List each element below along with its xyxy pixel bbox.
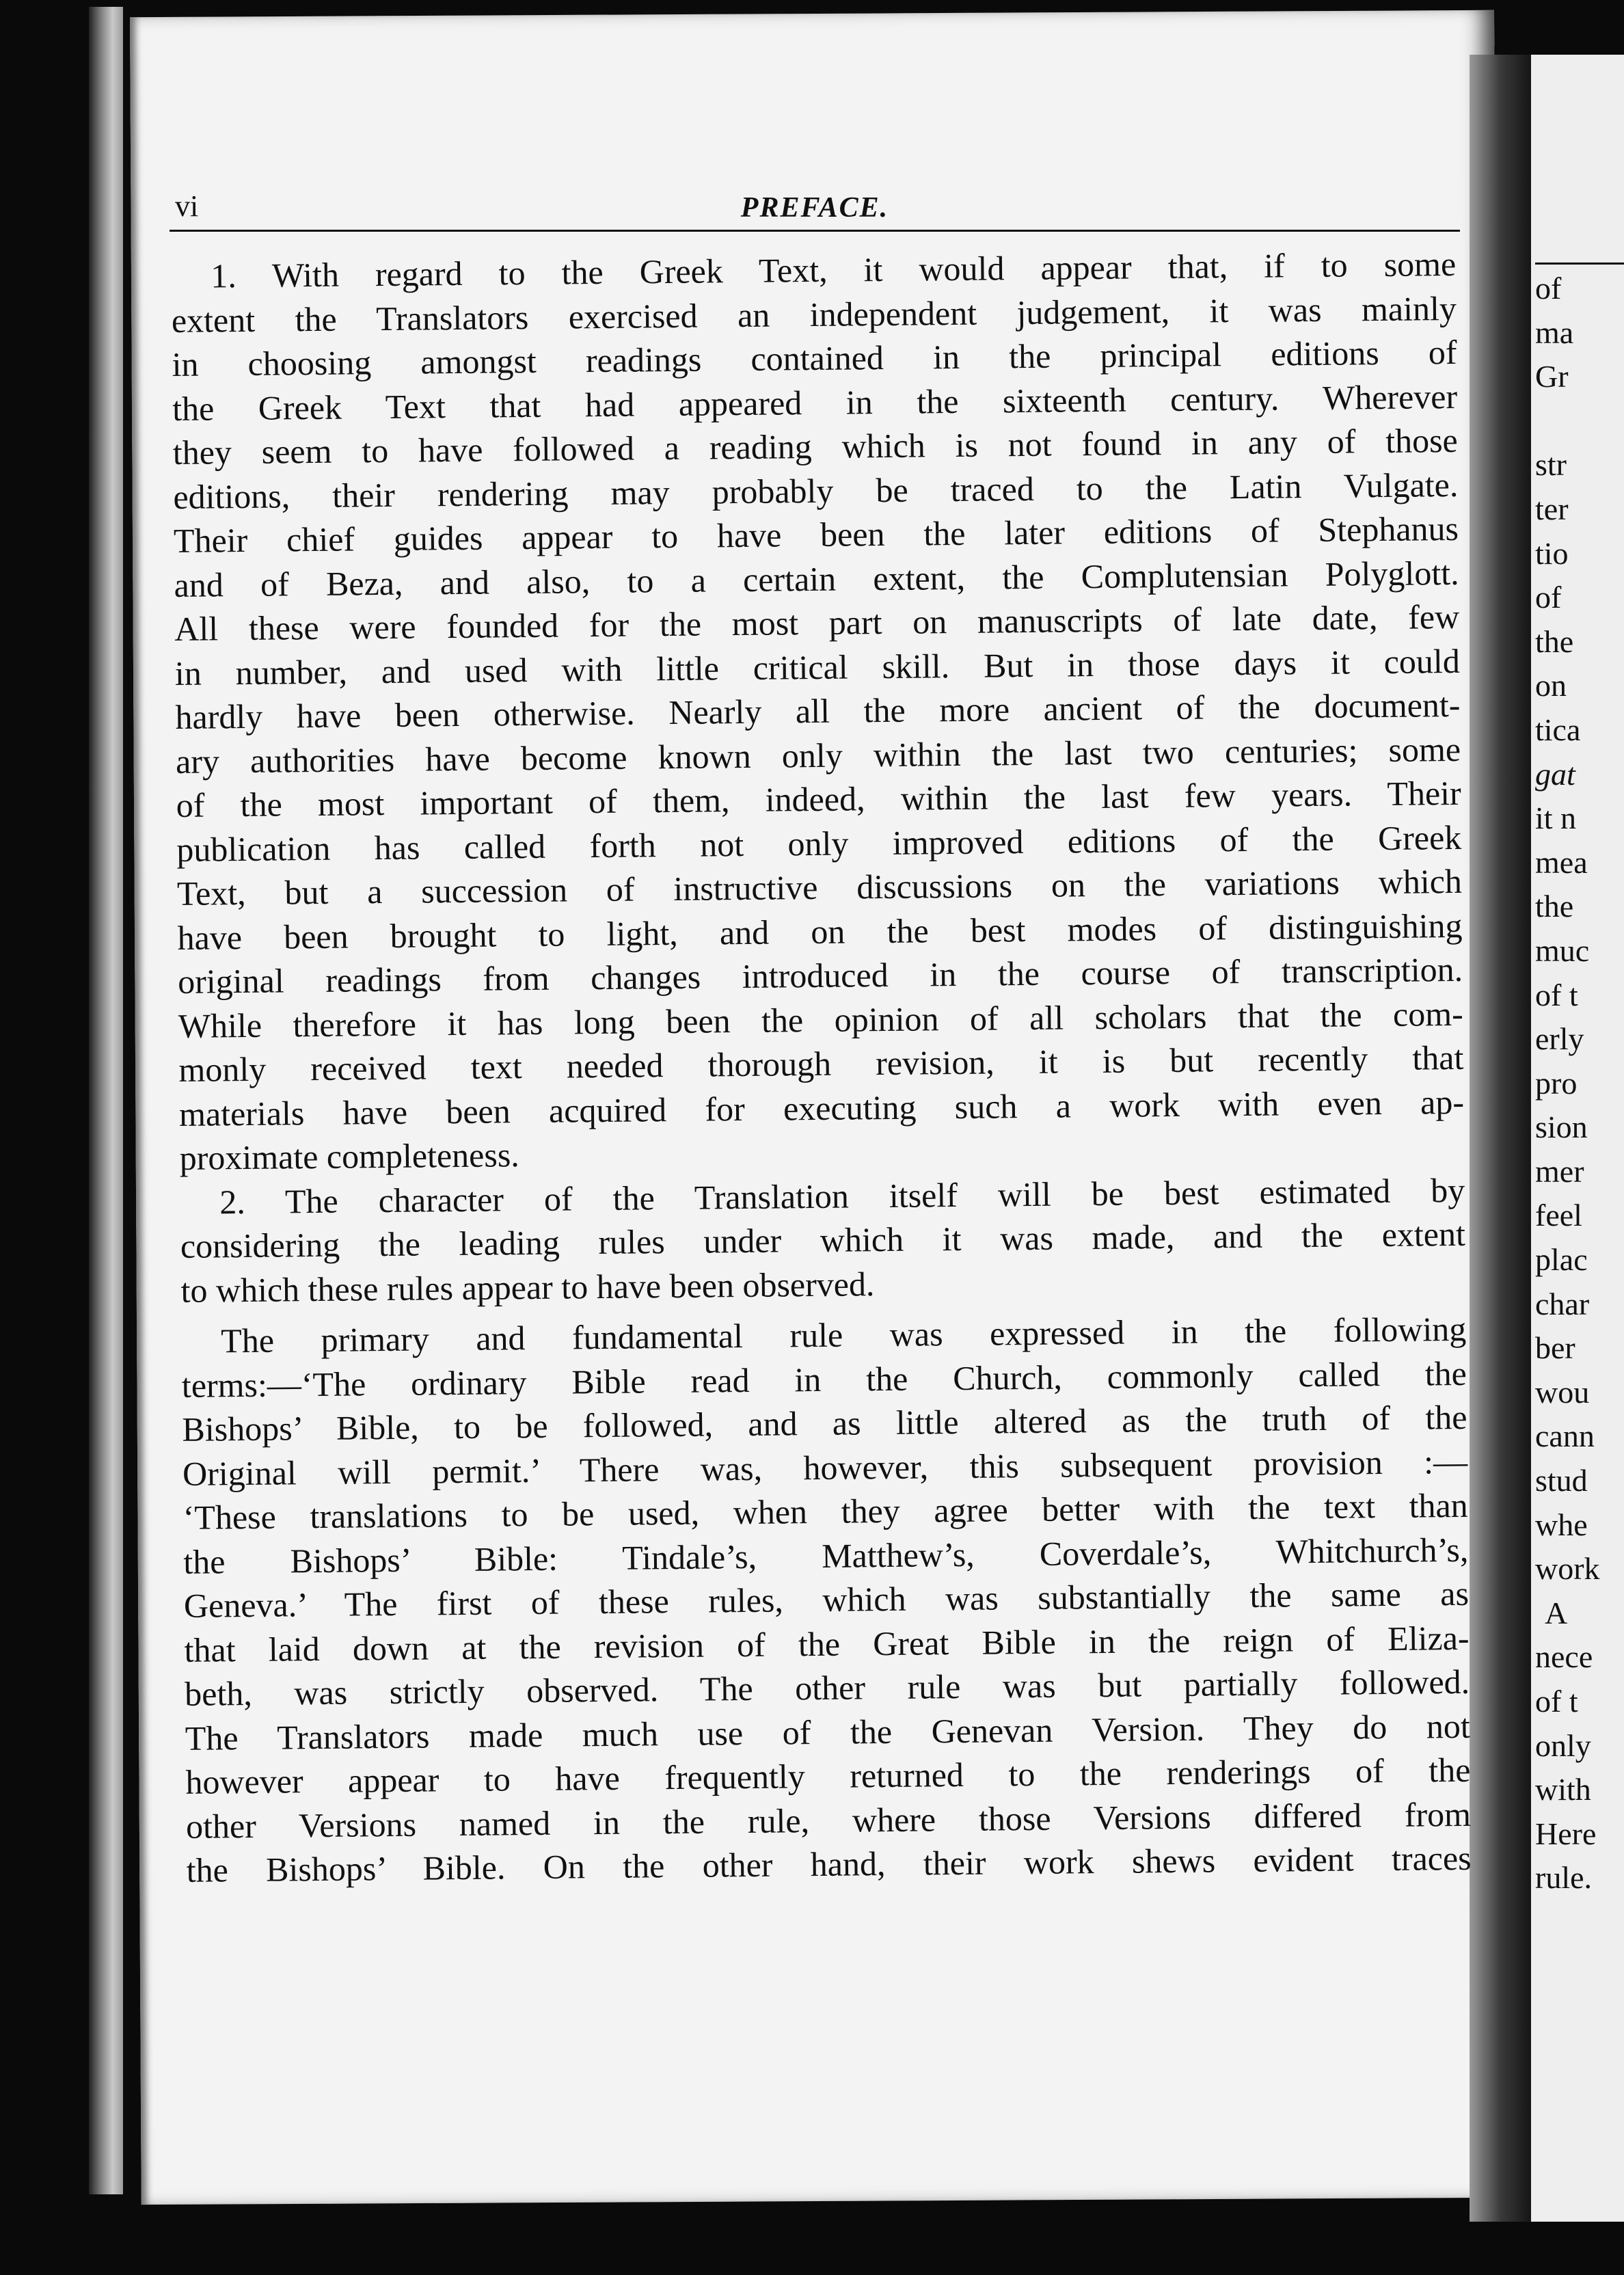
facing-line: of (1535, 580, 1562, 615)
text-line: to which these rules appear to have been observed. (180, 1264, 875, 1310)
facing-line: A (1545, 1595, 1568, 1630)
text-line: Text, but a succession of instructive discussions on the variations which (176, 861, 1463, 913)
facing-line: erly (1535, 1021, 1584, 1057)
preface-body-text (171, 242, 1472, 1892)
facing-line: plac (1535, 1242, 1588, 1278)
facing-line: with (1535, 1772, 1591, 1807)
facing-line: the (1535, 623, 1574, 659)
facing-line: mea (1535, 844, 1588, 880)
facing-line: on (1535, 668, 1567, 703)
facing-line: of t (1535, 977, 1578, 1012)
text-line: ary authorities have become known only within the last two centuries; some (175, 729, 1461, 781)
text-line: The Translators made much use of the Genevan Version. They do not (185, 1706, 1471, 1758)
facing-page-rule (1535, 262, 1624, 265)
facing-line: only (1535, 1727, 1591, 1763)
running-head (170, 189, 1460, 232)
facing-line: ter (1535, 491, 1569, 526)
text-line: All these were founded for the most part on manuscripts of late date, few (174, 597, 1460, 648)
page-title: PREFACE. (740, 192, 889, 224)
text-line: Bishops’ Bible, to be followed, and as little altered as the truth of the (182, 1397, 1467, 1449)
text-line: Original will permit.’ There was, however, this subsequent provision :— (182, 1442, 1468, 1493)
text-line: the Bishops’ Bible: Tindale’s, Matthew’s, Coverdale’s, Whitchurch’s, (183, 1530, 1469, 1581)
facing-line: whe (1535, 1507, 1588, 1542)
text-line: publication has called forth not only improved editions of the Greek (176, 818, 1462, 869)
facing-page-text (1535, 267, 1624, 1900)
text-line: the Bishops’ Bible. On the other hand, their work shews evident traces (186, 1838, 1472, 1889)
facing-line: Here (1535, 1816, 1597, 1851)
text-line: editions, their rendering may probably be traced to the Latin Vulgate. (173, 465, 1459, 516)
text-line: in choosing amongst readings contained in the principal editions of (172, 332, 1457, 383)
facing-line: char (1535, 1286, 1590, 1321)
text-line: ‘These translations to be used, when they agree better with the text than (182, 1485, 1468, 1537)
text-line: hardly have been otherwise. Nearly all the more ancient of the document- (175, 685, 1461, 736)
facing-line: nece (1535, 1639, 1593, 1675)
facing-line: rule. (1535, 1860, 1593, 1896)
facing-line: tica (1535, 712, 1581, 747)
facing-line: gat (1535, 756, 1575, 792)
facing-line: of t (1535, 1684, 1578, 1719)
text-line: The primary and fundamental rule was expressed in the following (220, 1309, 1467, 1360)
text-line: original readings from changes introduced in the course of transcription. (177, 950, 1463, 1001)
facing-line: sion (1535, 1109, 1588, 1145)
text-line: in number, and used with little critical skill. But in those days it could (174, 641, 1461, 692)
text-line: other Versions named in the rule, where those Versions differed from (185, 1794, 1472, 1846)
facing-line: ber (1535, 1330, 1575, 1366)
facing-line (1535, 399, 1624, 444)
facing-line: it n (1535, 800, 1577, 836)
facing-line: of (1535, 271, 1562, 306)
facing-line: str (1535, 447, 1567, 483)
text-line: 1. With regard to the Greek Text, it would appear that, if to some (211, 244, 1457, 295)
text-line: and of Beza, and also, to a certain extent, the Complutensian Polyglott. (174, 553, 1459, 604)
text-line: Geneva.’ The first of these rules, which was substantially the same as (183, 1574, 1470, 1625)
text-line: considering the leading rules under which it was made, and the extent (180, 1214, 1466, 1265)
text-line: proximate completeness. (179, 1135, 520, 1177)
text-line: have been brought to light, and on the best modes of distinguishing (177, 906, 1463, 957)
facing-line: mer (1535, 1153, 1584, 1189)
text-line: of the most important of them, indeed, within the last few years. Their (176, 773, 1461, 824)
text-line: Their chief guides appear to have been the later editions of Stephanus (173, 509, 1459, 560)
facing-line: muc (1535, 932, 1590, 968)
text-line: the Greek Text that had appeared in the sixteenth century. Wherever (172, 377, 1458, 428)
facing-line: pro (1535, 1065, 1578, 1101)
text-line: they seem to have followed a reading which is not found in any of those (172, 420, 1458, 472)
text-line: 2. The character of the Translation itself will be best estimated by (219, 1170, 1465, 1221)
book-spine-edge (89, 7, 123, 2194)
text-line: beth, was strictly observed. The other rule was but partially followed. (184, 1662, 1470, 1713)
facing-line: Gr (1535, 359, 1569, 394)
facing-line: tio (1535, 535, 1569, 571)
page-number: vi (175, 189, 199, 223)
text-line: that laid down at the revision of the Great Bible in the reign of Eliza- (184, 1618, 1470, 1669)
facing-line: feel (1535, 1198, 1582, 1233)
facing-line: cann (1535, 1418, 1595, 1454)
facing-line: work (1535, 1551, 1600, 1587)
text-line: monly received text needed thorough revision, it is but recently that (178, 1038, 1464, 1089)
facing-line: the (1535, 889, 1574, 924)
facing-line: wou (1535, 1374, 1590, 1410)
text-line: however appear to have frequently returned to the renderings of the (185, 1750, 1471, 1801)
text-line: terms:—‘The ordinary Bible read in the Church, commonly called the (181, 1354, 1467, 1405)
text-line: extent the Translators exercised an independent judgement, it was mainly (171, 288, 1457, 340)
facing-line: ma (1535, 314, 1574, 350)
book-gutter (1470, 55, 1531, 2222)
facing-line: stud (1535, 1463, 1588, 1498)
text-line: While therefore it has long been the opinion of all scholars that the com- (178, 994, 1464, 1045)
text-line: materials have been acquired for executing such a work with even ap- (178, 1082, 1465, 1133)
